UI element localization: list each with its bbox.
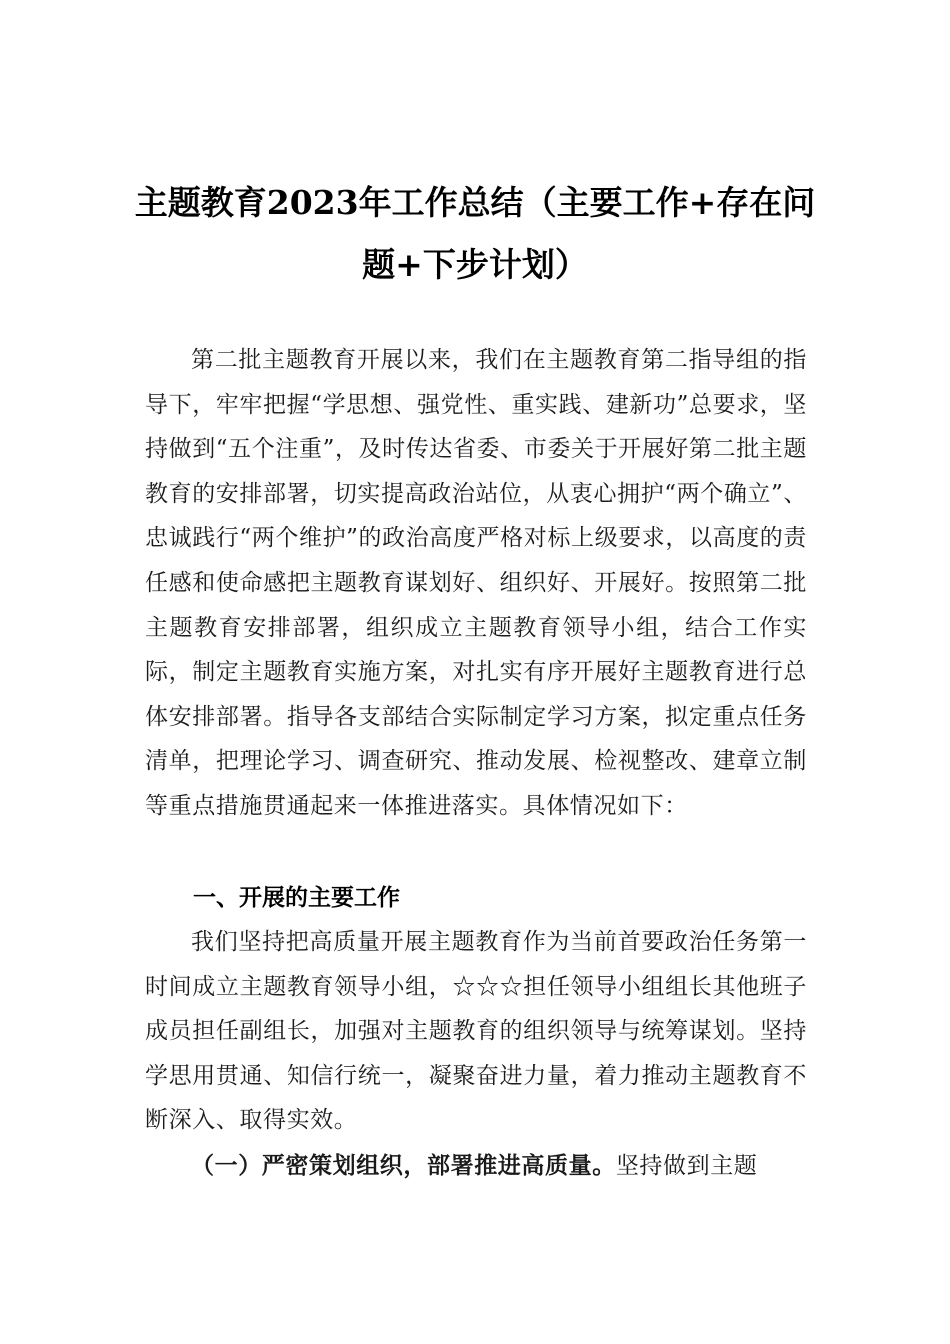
- subsection-paragraph: [145, 1144, 807, 1189]
- section-heading: 一、开展的主要工作: [193, 885, 400, 911]
- document-title: 主题教育2023年工作总结（主要工作+存在问题+下步计划）: [134, 183, 816, 284]
- section-paragraph: 我们坚持把高质量开展主题教育作为当前首要政治任务第一时间成立主题教育领导小组，☆☆☆担任领导小组组长其他班子成员担任副组长，加强对主题教育的组织领导与统筹谋划。坚持学思用贯通、知信行统一，凝聚奋进力量，着力推动主题教育不断深入、取得实效。: [145, 929, 807, 1134]
- intro-paragraph: 第二批主题教育开展以来，我们在主题教育第二指导组的指导下，牢牢把握“学思想、强党性、重实践、建新功”总要求，坚持做到“五个注重”，及时传达省委、市委关于开展好第二批主题教育的安排部署，切实提高政治站位，从衷心拥护“两个确立”、忠诚践行“两个维护”的政治高度严格对标上级要求，以高度的责任感和使命感把主题教育谋划好、组织好、开展好。按照第二批主题教育安排部署，组织成立主题教育领导小组，结合工作实际，制定主题教育实施方案，对扎实有序开展好主题教育进行总体安排部署。指导各支部结合实际制定学习方案，拟定重点任务清单，把理论学习、调查研究、推动发展、检视整改、建章立制等重点措施贯通起来一体推进落实。具体情况如下：: [145, 347, 807, 819]
- subsection-lead: （一）严密策划组织，部署推进高质量。: [191, 1152, 616, 1179]
- subsection-text: 坚持做到主题: [615, 1153, 758, 1179]
